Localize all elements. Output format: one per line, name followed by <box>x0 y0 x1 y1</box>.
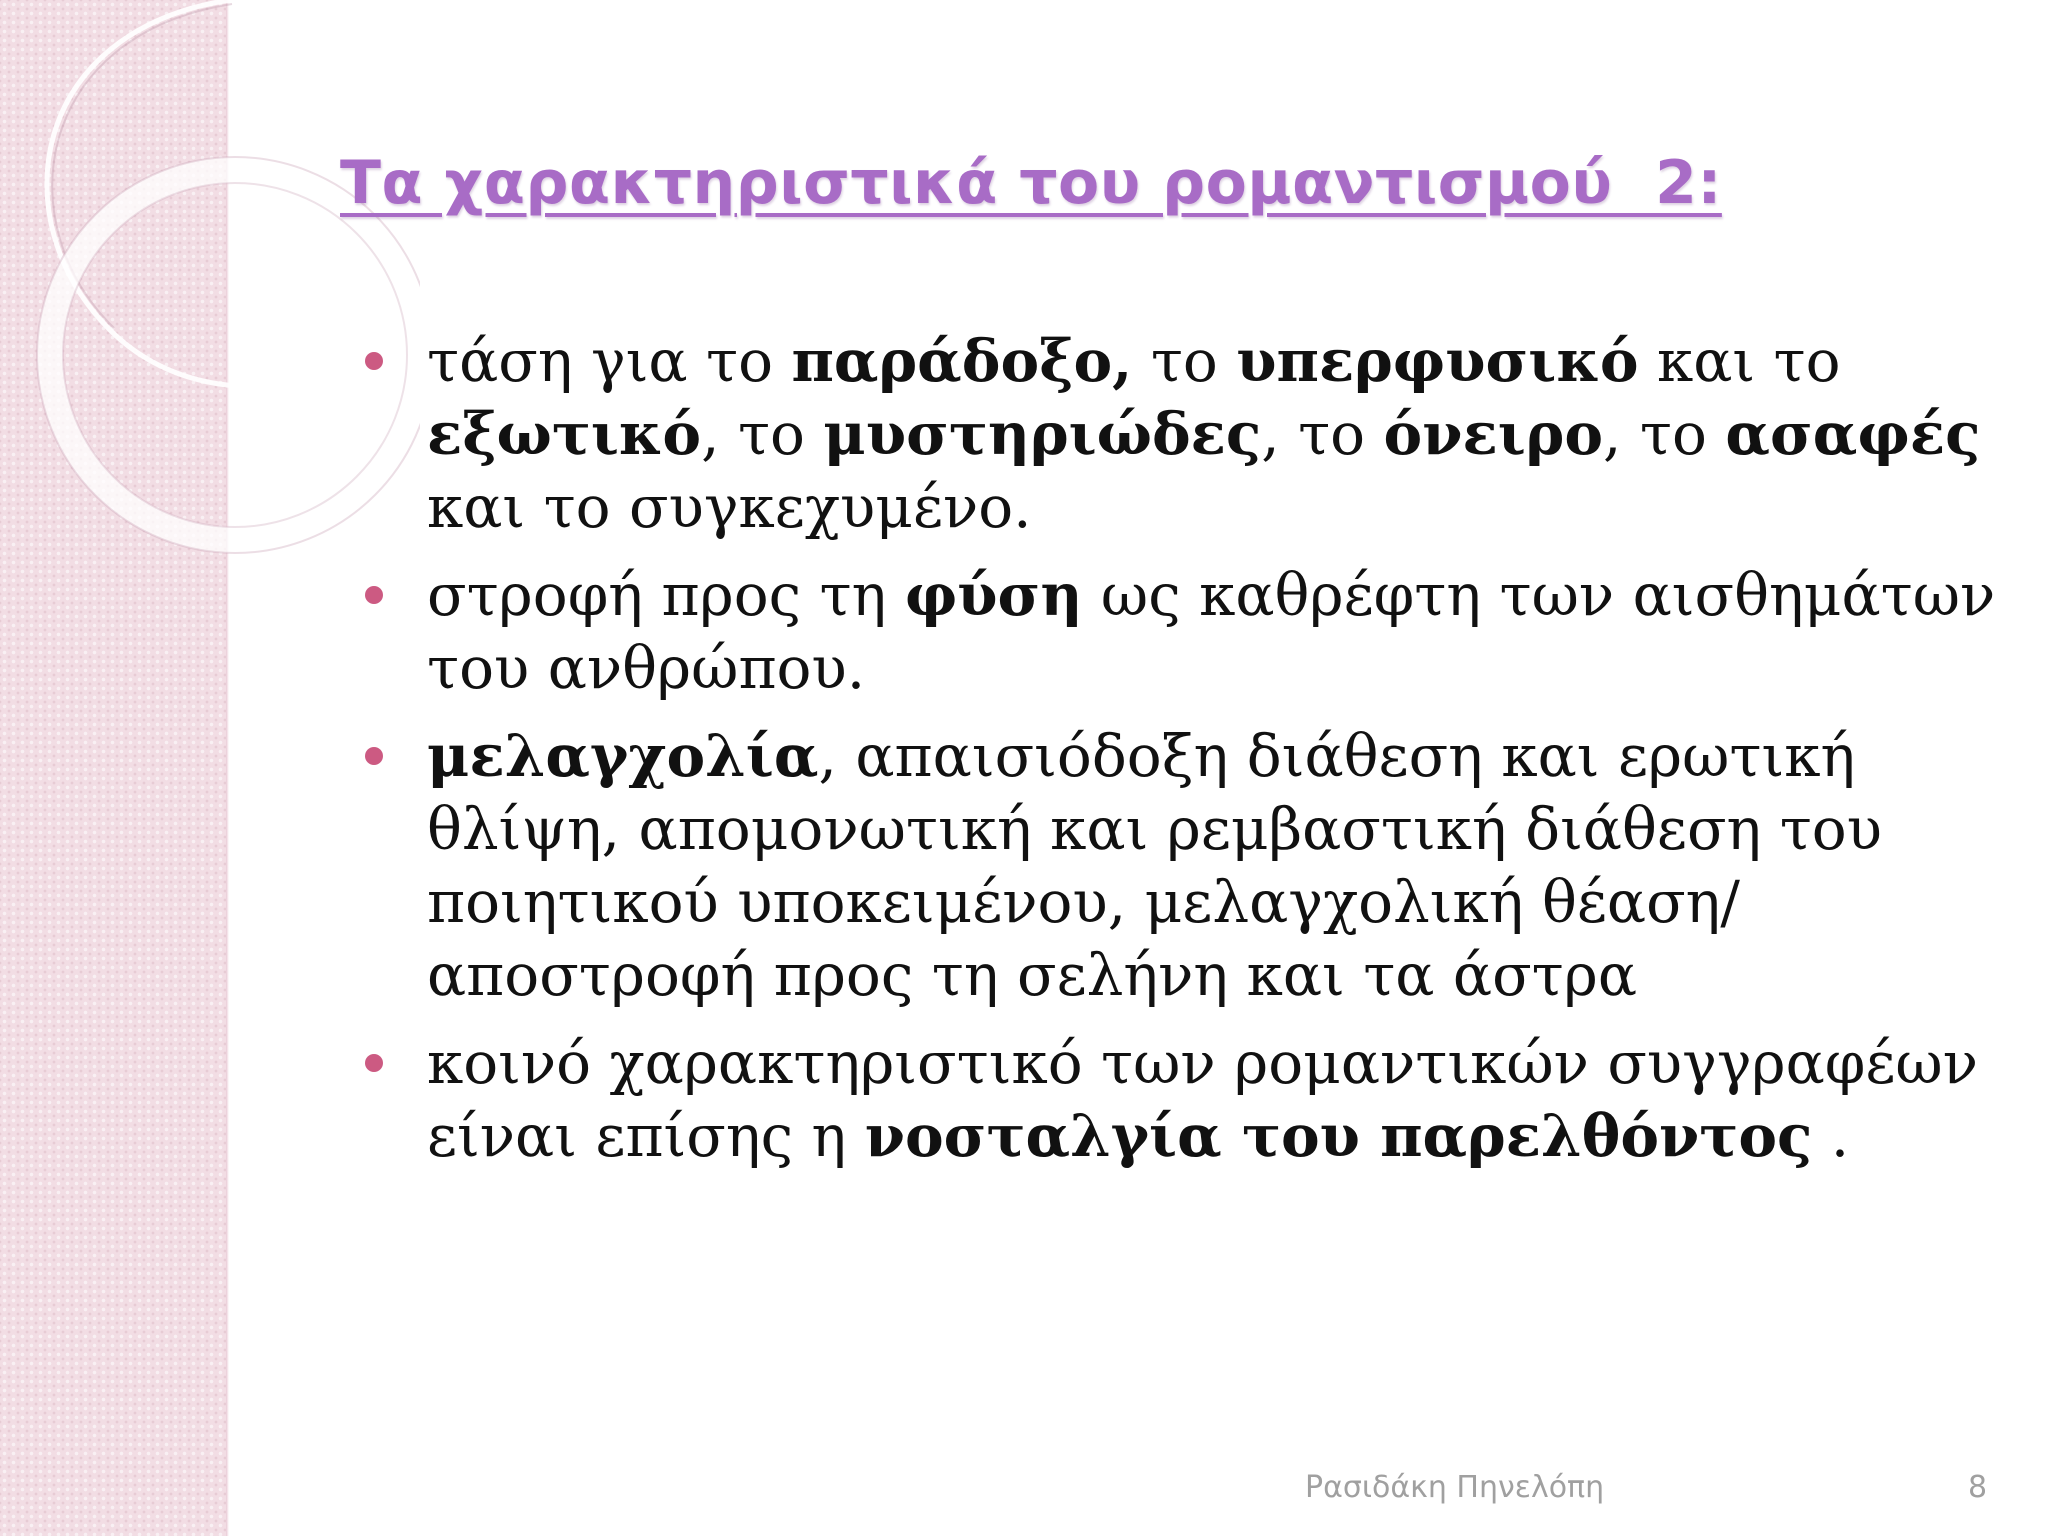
bullet-item <box>365 1027 2005 1173</box>
bullet-keyword: όνειρο <box>1383 400 1604 468</box>
bullet-segment: , το <box>1603 400 1726 468</box>
bullet-segment: και το συγκεχυμένο. <box>427 473 1032 541</box>
bullet-segment: , το <box>1261 400 1384 468</box>
bullet-text <box>427 722 1882 1009</box>
bullet-keyword: ασαφές <box>1725 400 1981 468</box>
page-number: 8 <box>1968 1470 1988 1505</box>
bullet-segment: , το <box>701 400 824 468</box>
bullet-text <box>427 1029 1978 1170</box>
bullet-keyword: παράδοξο, <box>791 327 1133 395</box>
bullet-segment: και το <box>1638 327 1841 395</box>
decorative-rings-icon <box>0 0 420 560</box>
bullet-keyword: φύση <box>904 561 1083 629</box>
bullet-segment: κοινό χαρακτηριστικό των ρομαντικών συγγραφέων είναι επίσης η <box>427 1029 1978 1170</box>
bullet-dot-icon <box>365 1054 383 1072</box>
bullet-keyword: υπερφυσικό <box>1236 327 1639 395</box>
bullet-dot-icon <box>365 747 383 765</box>
bullet-keyword: νοσταλγία του παρελθόντος <box>864 1102 1813 1170</box>
bullet-segment: . <box>1812 1102 1850 1170</box>
bullet-list <box>365 325 2005 1188</box>
bullet-keyword: μελαγχολία <box>427 722 819 790</box>
bullet-segment: το <box>1132 327 1237 395</box>
bullet-keyword: εξωτικό <box>427 400 702 468</box>
bullet-segment: στροφή προς τη <box>427 561 905 629</box>
bullet-text <box>427 327 1980 541</box>
footer-author: Ρασιδάκη Πηνελόπη <box>1305 1470 1605 1505</box>
bullet-dot-icon <box>365 586 383 604</box>
bullet-segment: τάση για το <box>427 327 792 395</box>
bullet-segment: , απαισιόδοξη διάθεση και ερωτική θλίψη, απομονωτική και ρεμβαστική διάθεση του ποιητικού υποκειμένου, μελαγχολική θέαση/αποστροφή προς τη σελήνη και τα άστρα <box>427 722 1882 1009</box>
bullet-item <box>365 720 2005 1012</box>
slide-title: Τα χαρακτηριστικά του ρομαντισμού 2: <box>340 148 1722 218</box>
bullet-item <box>365 325 2005 544</box>
bullet-keyword: μυστηριώδες <box>823 400 1262 468</box>
bullet-text <box>427 561 1995 702</box>
bullet-dot-icon <box>365 352 383 370</box>
bullet-segment: ως καθρέφτη των αισθημάτων του ανθρώπου. <box>427 561 1996 702</box>
bullet-item <box>365 559 2005 705</box>
